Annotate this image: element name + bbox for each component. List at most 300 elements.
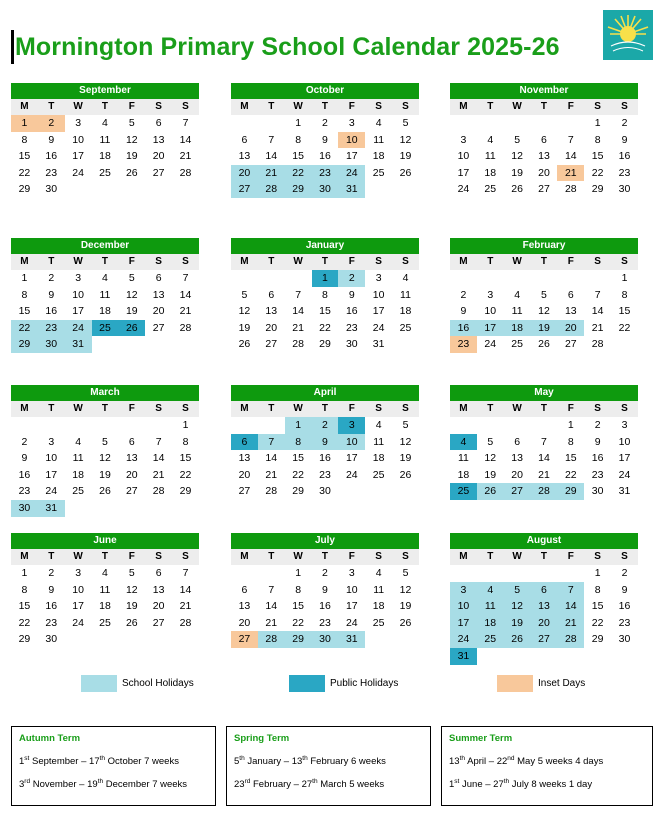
week-row (11, 181, 199, 198)
day-cell: 10 (45, 452, 58, 465)
empty-day-cell (477, 648, 504, 665)
empty-day-cell (584, 270, 611, 287)
day-cell: 5 (128, 567, 135, 579)
week-row (450, 165, 638, 182)
weekday-header-row (450, 254, 638, 270)
day-cell: 10 (450, 598, 477, 615)
day-cell: 23 (45, 166, 58, 179)
day-cell: 29 (285, 181, 312, 198)
day-cell: 3 (75, 272, 82, 284)
weekday-header: S (375, 403, 382, 414)
day-cell: 12 (504, 598, 531, 615)
weekday-header: T (268, 101, 275, 112)
day-cell: 9 (48, 133, 55, 146)
week-row (450, 598, 638, 615)
day-cell: 22 (292, 616, 304, 629)
day-cell: 11 (400, 288, 411, 301)
day-cell: 22 (285, 165, 312, 182)
day-cell: 28 (258, 631, 285, 648)
week-row (450, 483, 638, 500)
weekday-header: T (540, 101, 547, 112)
empty-day-cell (531, 115, 558, 132)
day-cell: 24 (457, 183, 470, 196)
day-cell: 27 (231, 181, 258, 198)
day-cell: 18 (477, 615, 504, 632)
week-row (231, 336, 419, 353)
empty-day-cell (92, 336, 119, 353)
day-cell: 10 (338, 132, 365, 149)
day-cell: 3 (621, 419, 628, 431)
day-cell: 11 (99, 133, 111, 146)
weekday-header: S (621, 101, 628, 112)
week-row (231, 132, 419, 149)
day-cell: 11 (373, 133, 385, 146)
month-header: May (450, 385, 638, 401)
day-cell: 7 (155, 435, 162, 448)
day-cell: 15 (292, 452, 304, 465)
week-row (450, 270, 638, 287)
day-cell: 13 (538, 150, 550, 163)
day-cell: 8 (621, 288, 628, 301)
day-cell: 19 (238, 321, 251, 334)
empty-day-cell (504, 115, 531, 132)
day-cell: 21 (152, 468, 165, 481)
weekday-header: W (293, 403, 303, 414)
weekday-header: T (487, 101, 494, 112)
day-cell: 29 (591, 633, 604, 646)
day-cell: 24 (65, 320, 92, 337)
empty-day-cell (145, 500, 172, 517)
weekday-header: S (155, 403, 162, 414)
day-cell: 21 (258, 165, 285, 182)
week-row (11, 165, 199, 182)
day-cell: 19 (399, 150, 412, 163)
weekday-header: W (512, 403, 522, 414)
day-cell: 26 (399, 616, 412, 629)
day-cell: 1 (312, 270, 339, 287)
week-row (231, 598, 419, 615)
day-cell: 2 (621, 567, 628, 579)
day-cell: 16 (591, 452, 604, 465)
weekday-header: S (155, 256, 162, 267)
empty-day-cell (231, 115, 258, 132)
weekday-header: W (293, 256, 303, 267)
weekday-header-row (450, 99, 638, 115)
week-row (450, 320, 638, 337)
weekday-header-row (231, 254, 419, 270)
weekday-header: M (240, 551, 249, 562)
month-june (11, 533, 199, 648)
day-cell: 13 (238, 452, 251, 465)
day-cell: 4 (102, 567, 108, 579)
day-cell: 2 (38, 115, 65, 132)
day-cell: 13 (531, 598, 558, 615)
weekday-header: T (48, 256, 55, 267)
empty-day-cell (477, 115, 504, 132)
day-cell: 24 (345, 616, 358, 629)
day-cell: 10 (72, 133, 84, 146)
day-cell: 18 (399, 305, 412, 318)
day-cell: 28 (258, 181, 285, 198)
day-cell: 3 (348, 117, 355, 129)
week-row (450, 582, 638, 599)
week-row (11, 417, 199, 434)
empty-day-cell (231, 270, 258, 287)
day-cell: 29 (319, 338, 331, 351)
empty-day-cell (145, 336, 172, 353)
day-cell: 21 (292, 321, 304, 334)
day-cell: 16 (45, 600, 58, 613)
day-cell: 25 (99, 166, 111, 179)
weekday-header: F (567, 403, 574, 414)
day-cell: 12 (99, 452, 111, 465)
weekday-header: W (73, 403, 83, 414)
day-cell: 28 (179, 321, 192, 334)
empty-day-cell (504, 565, 531, 582)
day-cell: 1 (11, 115, 38, 132)
day-cell: 21 (265, 468, 278, 481)
weekday-header: W (293, 101, 303, 112)
empty-day-cell (557, 565, 584, 582)
week-row (231, 631, 419, 648)
empty-day-cell (531, 648, 558, 665)
weekday-header: M (459, 101, 468, 112)
day-cell: 11 (477, 598, 504, 615)
empty-day-cell (365, 631, 392, 648)
day-cell: 9 (322, 583, 328, 596)
empty-day-cell (557, 648, 584, 665)
day-cell: 15 (18, 305, 31, 318)
day-cell: 23 (319, 468, 331, 481)
day-cell: 25 (511, 338, 523, 351)
day-cell: 25 (484, 183, 497, 196)
day-cell: 15 (292, 600, 304, 613)
week-row (11, 565, 199, 582)
day-cell: 22 (319, 321, 331, 334)
day-cell: 26 (125, 166, 138, 179)
empty-day-cell (611, 336, 638, 353)
day-cell: 31 (38, 500, 65, 517)
day-cell: 17 (372, 305, 385, 318)
empty-day-cell (477, 270, 504, 287)
day-cell: 2 (48, 272, 55, 284)
week-row (450, 631, 638, 648)
week-row (11, 303, 199, 320)
day-cell: 16 (45, 305, 58, 318)
day-cell: 27 (531, 631, 558, 648)
day-cell: 7 (567, 133, 574, 146)
day-cell: 13 (152, 288, 165, 301)
week-row (11, 132, 199, 149)
day-cell: 16 (450, 320, 477, 337)
day-cell: 1 (21, 272, 28, 284)
day-cell: 24 (345, 468, 358, 481)
week-row (11, 615, 199, 632)
empty-day-cell (504, 270, 531, 287)
day-cell: 11 (72, 452, 84, 465)
day-cell: 27 (538, 183, 550, 196)
day-cell: 28 (531, 483, 558, 500)
day-cell: 14 (265, 600, 278, 613)
weekday-header: T (487, 403, 494, 414)
day-cell: 2 (460, 288, 467, 301)
day-cell: 13 (125, 452, 138, 465)
day-cell: 12 (538, 305, 550, 318)
day-cell: 20 (238, 616, 251, 629)
autumn-term-box (11, 726, 216, 806)
empty-day-cell (258, 115, 285, 132)
term-title: Spring Term (234, 733, 290, 744)
day-cell: 4 (514, 288, 521, 301)
school-holiday-swatch (81, 675, 117, 692)
day-cell: 21 (179, 150, 192, 163)
empty-day-cell (145, 417, 172, 434)
day-cell: 2 (48, 567, 55, 579)
term-line: 23rd February – 27th March 5 weeks (234, 778, 385, 791)
day-cell: 4 (102, 117, 108, 129)
week-row (231, 582, 419, 599)
day-cell: 6 (155, 567, 162, 579)
day-cell: 30 (45, 183, 58, 196)
day-cell: 22 (18, 616, 31, 629)
day-cell: 3 (48, 435, 55, 448)
day-cell: 25 (477, 631, 504, 648)
day-cell: 10 (618, 435, 631, 448)
day-cell: 30 (591, 485, 604, 498)
day-cell: 13 (265, 305, 278, 318)
week-row (450, 287, 638, 304)
day-cell: 1 (295, 567, 302, 579)
weekday-header: S (621, 403, 628, 414)
day-cell: 23 (618, 166, 631, 179)
day-cell: 18 (457, 468, 470, 481)
empty-day-cell (118, 181, 145, 198)
day-cell: 6 (567, 288, 574, 301)
month-header: December (11, 238, 199, 254)
empty-day-cell (231, 417, 258, 434)
day-cell: 1 (567, 419, 574, 431)
day-cell: 14 (179, 583, 192, 596)
empty-day-cell (172, 336, 199, 353)
empty-day-cell (285, 270, 312, 287)
day-cell: 30 (45, 633, 58, 646)
empty-day-cell (531, 565, 558, 582)
day-cell: 16 (18, 468, 31, 481)
weekday-header: T (540, 551, 547, 562)
day-cell: 17 (345, 600, 358, 613)
day-cell: 17 (45, 468, 58, 481)
weekday-header: T (101, 403, 108, 414)
day-cell: 26 (99, 485, 111, 498)
day-cell: 27 (504, 483, 531, 500)
day-cell: 7 (258, 434, 285, 451)
weekday-header: T (540, 256, 547, 267)
weekday-header-row (11, 401, 199, 417)
day-cell: 31 (618, 485, 631, 498)
week-row (450, 148, 638, 165)
day-cell: 30 (345, 338, 358, 351)
day-cell: 4 (75, 435, 82, 448)
day-cell: 13 (238, 600, 251, 613)
month-may (450, 385, 638, 500)
day-cell: 1 (182, 419, 189, 431)
day-cell: 22 (591, 616, 604, 629)
day-cell: 17 (345, 150, 358, 163)
month-header: August (450, 533, 638, 549)
day-cell: 25 (372, 468, 385, 481)
day-cell: 18 (99, 600, 111, 613)
empty-day-cell (450, 270, 477, 287)
day-cell: 22 (179, 468, 192, 481)
weekday-header: T (321, 256, 328, 267)
day-cell: 27 (564, 338, 577, 351)
day-cell: 20 (125, 468, 138, 481)
month-header: October (231, 83, 419, 99)
weekday-header: S (621, 256, 628, 267)
weekday-header: M (459, 551, 468, 562)
empty-day-cell (258, 565, 285, 582)
day-cell: 30 (38, 336, 65, 353)
weekday-header: T (268, 551, 275, 562)
day-cell: 11 (99, 583, 111, 596)
weekday-header: T (101, 101, 108, 112)
empty-day-cell (65, 500, 92, 517)
day-cell: 29 (292, 485, 304, 498)
empty-day-cell (611, 648, 638, 665)
day-cell: 19 (504, 615, 531, 632)
empty-day-cell (118, 631, 145, 648)
day-cell: 19 (125, 600, 138, 613)
day-cell: 21 (557, 165, 584, 182)
empty-day-cell (392, 181, 419, 198)
week-row (231, 483, 419, 500)
day-cell: 20 (511, 468, 523, 481)
weekday-header: T (48, 101, 55, 112)
empty-day-cell (450, 565, 477, 582)
empty-day-cell (65, 417, 92, 434)
day-cell: 28 (265, 485, 278, 498)
weekday-header: W (512, 101, 522, 112)
month-december (11, 238, 199, 353)
day-cell: 26 (477, 483, 504, 500)
week-row (11, 582, 199, 599)
day-cell: 19 (531, 320, 558, 337)
day-cell: 23 (450, 336, 477, 353)
empty-day-cell (172, 631, 199, 648)
week-row (231, 165, 419, 182)
week-row (231, 434, 419, 451)
day-cell: 25 (372, 616, 385, 629)
day-cell: 6 (241, 583, 248, 596)
day-cell: 20 (152, 150, 165, 163)
day-cell: 22 (564, 468, 577, 481)
day-cell: 14 (265, 150, 278, 163)
week-row (450, 648, 638, 665)
weekday-header: W (73, 101, 83, 112)
day-cell: 12 (399, 583, 412, 596)
day-cell: 24 (72, 166, 84, 179)
day-cell: 3 (487, 288, 494, 301)
day-cell: 10 (484, 305, 497, 318)
day-cell: 23 (38, 320, 65, 337)
day-cell: 9 (621, 133, 628, 146)
day-cell: 25 (92, 320, 119, 337)
day-cell: 27 (125, 485, 138, 498)
weekday-header: M (20, 256, 29, 267)
week-row (11, 450, 199, 467)
week-row (11, 598, 199, 615)
month-header: February (450, 238, 638, 254)
day-cell: 5 (402, 419, 409, 431)
day-cell: 3 (460, 133, 467, 146)
day-cell: 4 (375, 117, 382, 129)
week-row (231, 320, 419, 337)
day-cell: 6 (231, 434, 258, 451)
day-cell: 16 (319, 600, 331, 613)
week-row (450, 336, 638, 353)
week-row (11, 115, 199, 132)
day-cell: 15 (292, 150, 304, 163)
week-row (231, 417, 419, 434)
day-cell: 30 (618, 633, 631, 646)
day-cell: 14 (564, 150, 577, 163)
day-cell: 24 (372, 321, 385, 334)
month-february (450, 238, 638, 353)
day-cell: 19 (125, 150, 138, 163)
day-cell: 19 (125, 305, 138, 318)
day-cell: 26 (538, 338, 550, 351)
week-row (450, 115, 638, 132)
day-cell: 19 (511, 166, 523, 179)
term-line: 1st September – 17th October 7 weeks (19, 755, 179, 768)
weekday-header: M (240, 256, 249, 267)
weekday-header: S (182, 403, 189, 414)
empty-day-cell (145, 631, 172, 648)
day-cell: 28 (179, 616, 192, 629)
day-cell: 29 (285, 631, 312, 648)
empty-day-cell (172, 500, 199, 517)
day-cell: 22 (18, 166, 31, 179)
day-cell: 5 (487, 435, 494, 448)
day-cell: 5 (241, 288, 248, 301)
day-cell: 29 (179, 485, 192, 498)
day-cell: 29 (591, 183, 604, 196)
week-row (231, 270, 419, 287)
week-row (11, 483, 199, 500)
week-row (11, 336, 199, 353)
day-cell: 10 (338, 434, 365, 451)
week-row (450, 450, 638, 467)
day-cell: 25 (99, 616, 111, 629)
day-cell: 19 (399, 600, 412, 613)
month-september (11, 83, 199, 198)
day-cell: 26 (511, 183, 523, 196)
weekday-header: T (321, 101, 328, 112)
empty-day-cell (92, 631, 119, 648)
day-cell: 6 (155, 272, 162, 284)
day-cell: 17 (345, 452, 358, 465)
weekday-header: F (128, 101, 135, 112)
week-row (450, 417, 638, 434)
day-cell: 17 (450, 615, 477, 632)
day-cell: 4 (450, 434, 477, 451)
weekday-header: W (512, 256, 522, 267)
weekday-header: S (402, 101, 409, 112)
day-cell: 2 (594, 419, 601, 431)
day-cell: 11 (373, 435, 385, 448)
day-cell: 20 (238, 468, 251, 481)
empty-day-cell (11, 417, 38, 434)
